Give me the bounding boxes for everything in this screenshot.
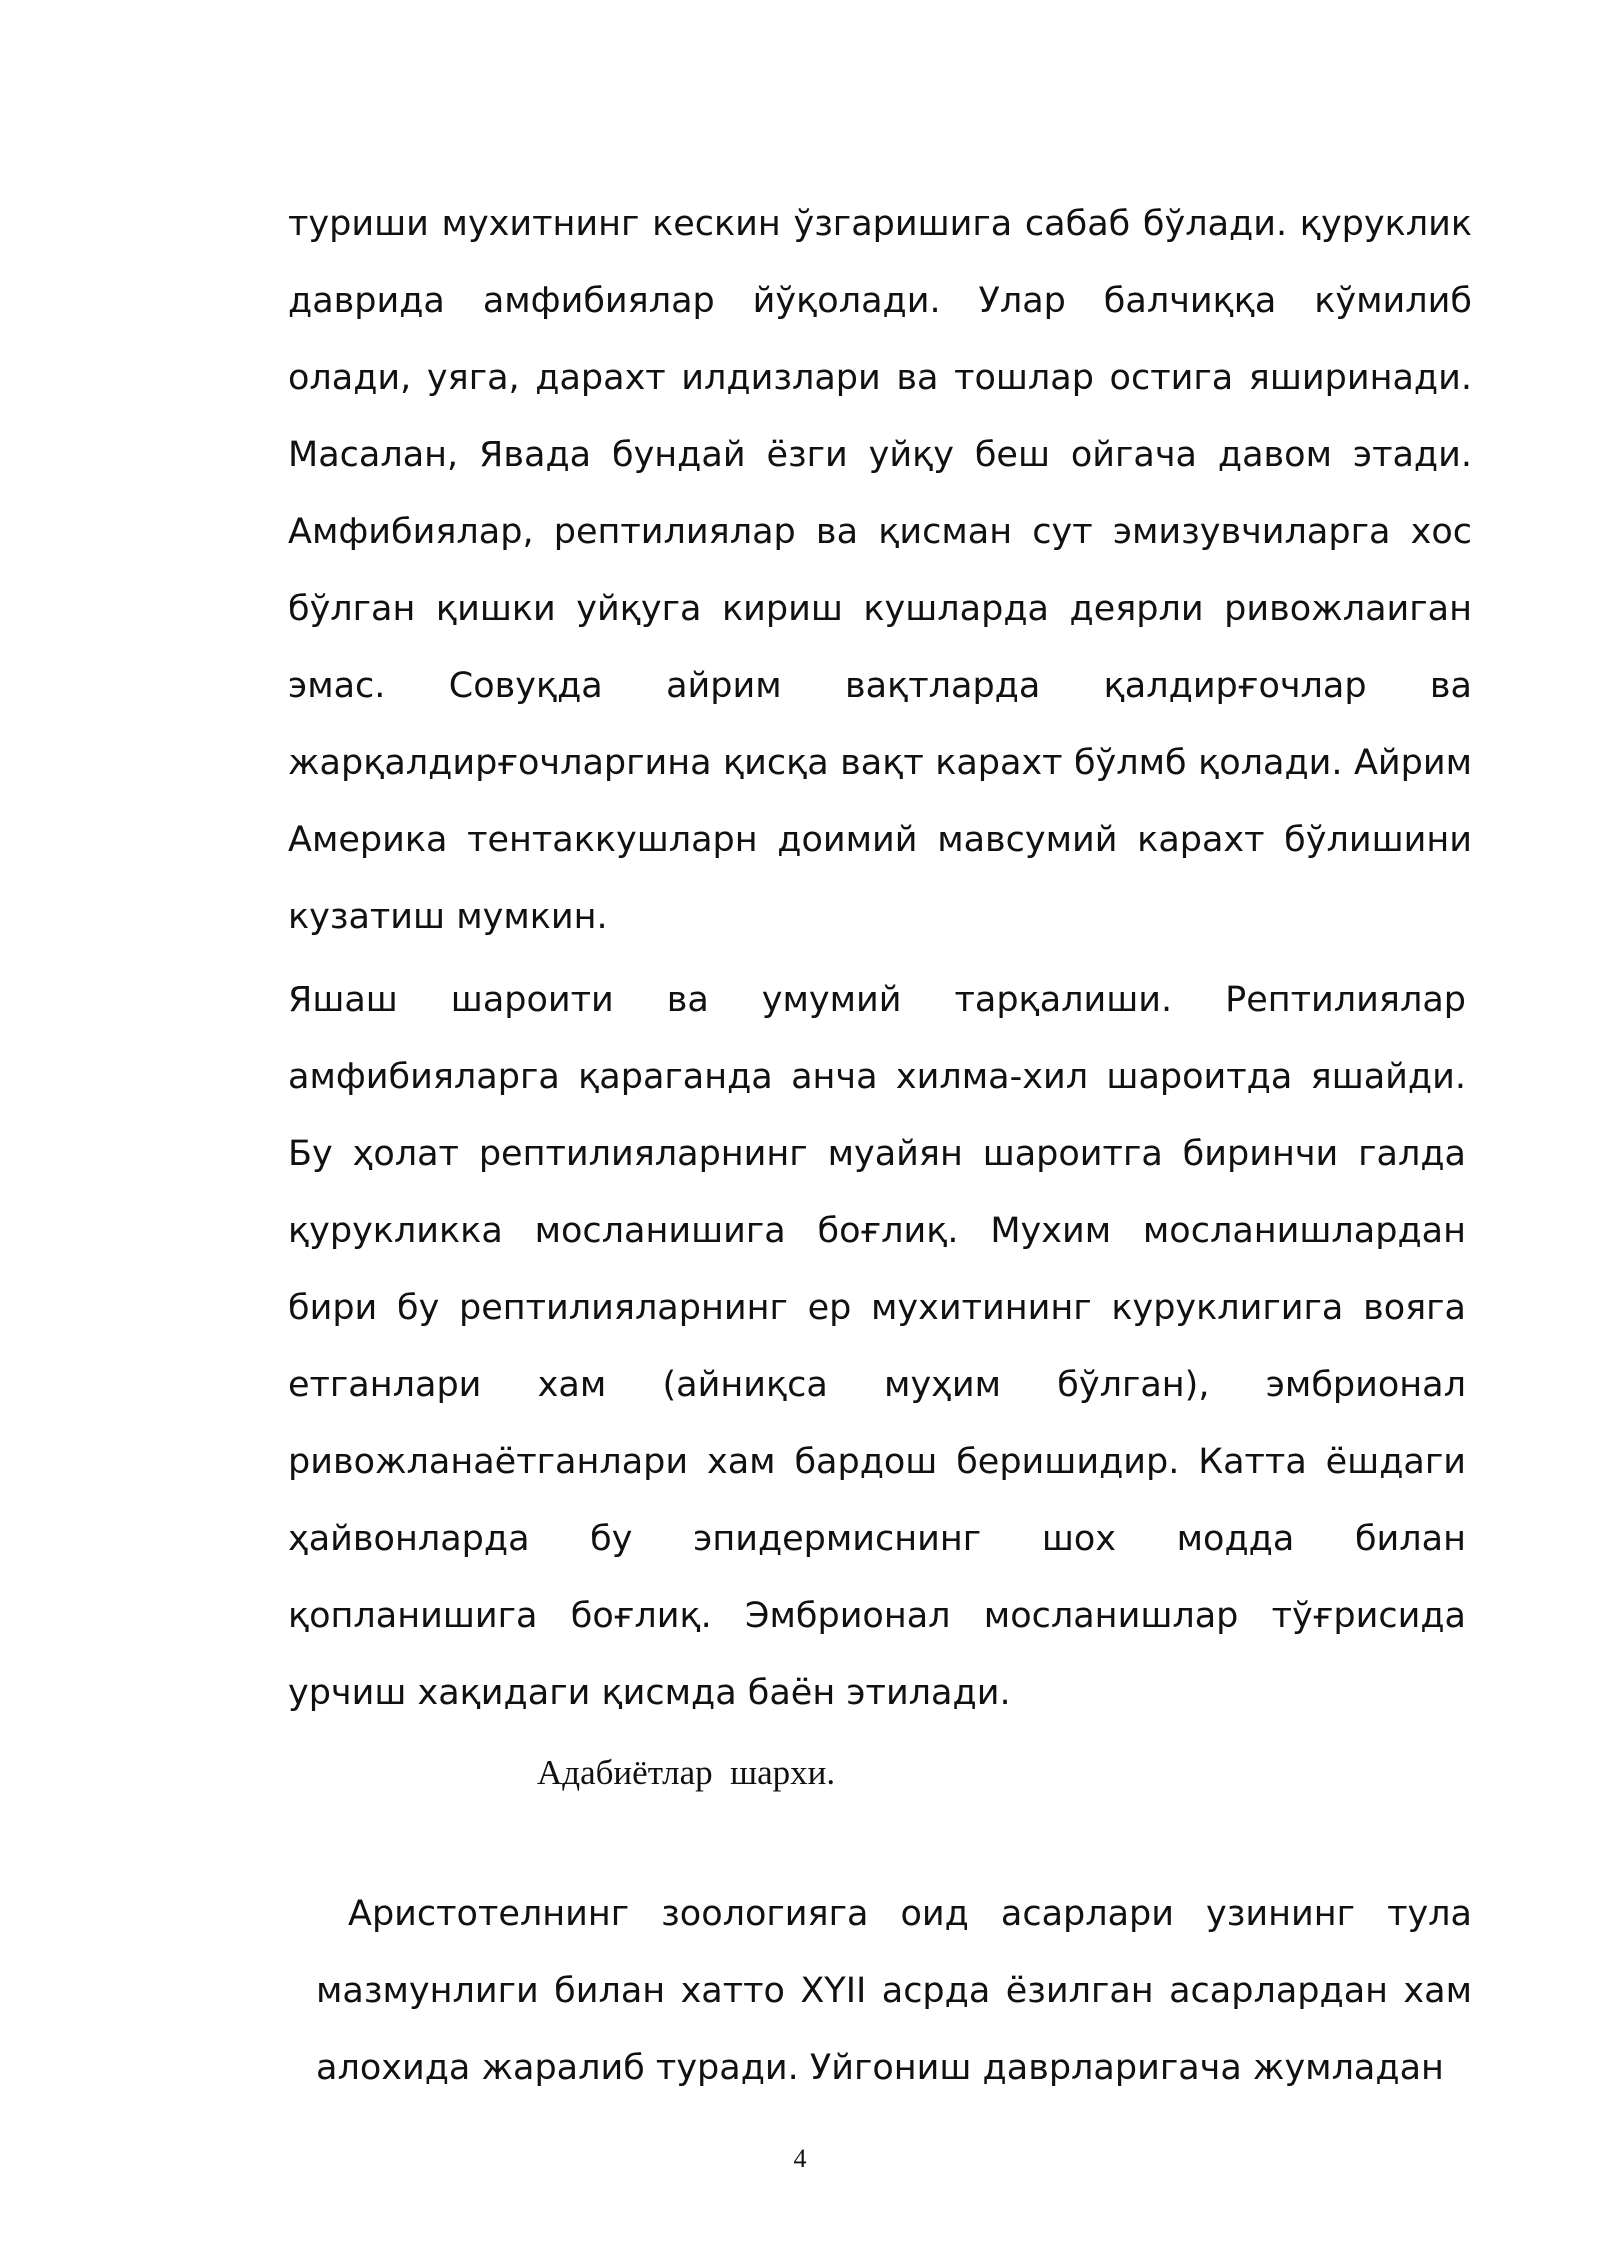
- paragraph-reptile-habitat: Яшаш шароити ва умумий тарқалиши. Рептилиялар амфибияларга қараганда анча хилма-хил шароитда яшайди. Бу ҳолат рептилияларнинг муайян шароитга биринчи галда қурукликка мосланишига боғлиқ. Мухим мосланишлардан бири бу рептилияларнинг ер мухитининг куруклигига вояга етганлари хам (айниқса муҳим бўлган), эмбрионал ривожланаётганлари хам бардош беришидир. Катта ёшдаги ҳайвонларда бу эпидермиснинг шох модда билан қопланишига боғлиқ. Эмбрионал мосланишлар тўғрисида урчиш хақидаги қисмда баён этилади.: [288, 980, 1466, 1713]
- page-number: 4: [793, 2144, 807, 2173]
- paragraph-amphibian-hibernation: туриши мухитнинг кескин ўзгаришига сабаб бўлади. қуруклик даврида амфибиялар йўқолади. Улар балчиққа кўмилиб олади, уяга, дарахт илдизлари ва тошлар остига яширинади. Масалан, Явада бундай ёзги уйқу беш ойгача давом этади. Амфибиялар, рептилиялар ва қисман сут эмизувчиларга хос бўлган қишки уйқуга кириш кушларда деярли ривожлаиган эмас. Совуқда айрим вақтларда қалдирғочлар ва жарқалдирғочларгина қисқа вақт карахт бўлмб қолади. Айрим Америка тентаккушларн доимий мавсумий карахт бўлишини кузатиш мумкин.: [288, 204, 1472, 937]
- section-heading-literature-review: Адабиётлар шархи.: [537, 1753, 836, 1792]
- paragraph-aristotle: Аристотелнинг зоологияга оид асарлари узининг тула мазмунлиги билан хатто XYII асрда ёзилган асарлардан хам алохида жаралиб туради. Уйгониш даврларигача жумладан: [316, 1894, 1472, 2088]
